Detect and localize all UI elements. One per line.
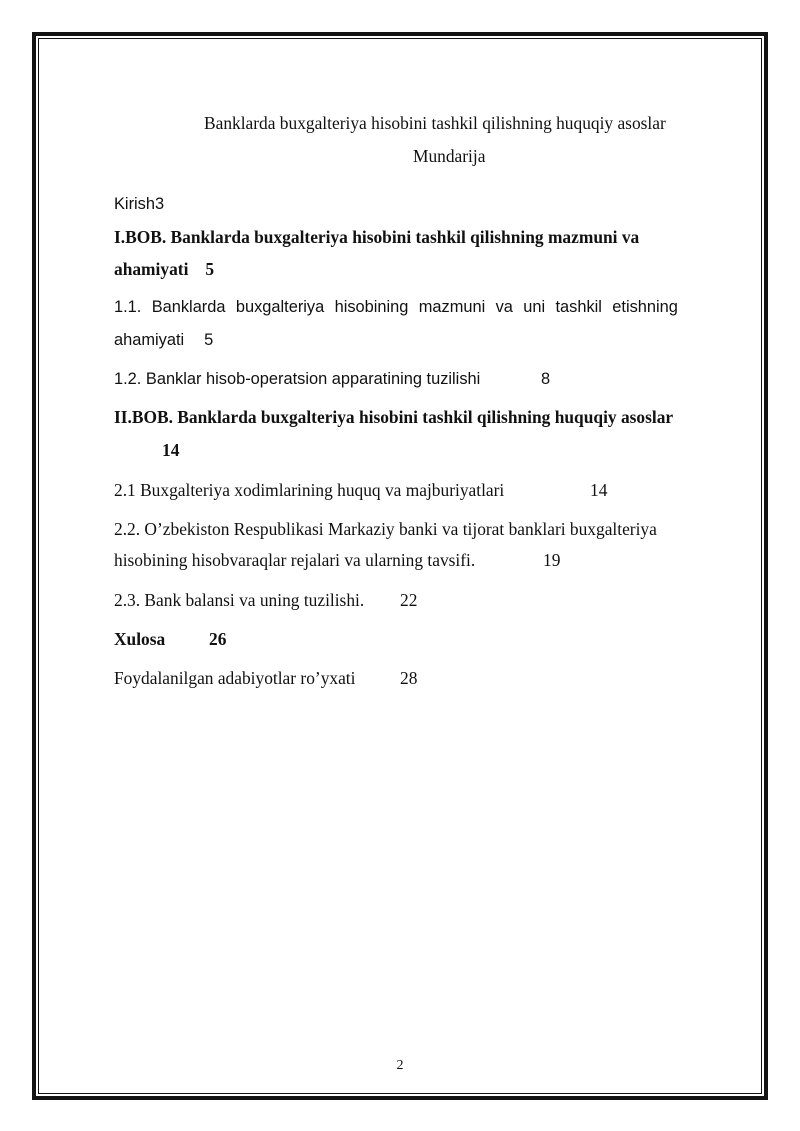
toc-entry-page: 26: [209, 629, 227, 649]
toc-entry-chapter-1-line1: I.BOB. Banklarda buxgalteriya hisobini tashkil qilishning mazmuni va: [114, 227, 640, 247]
toc-entry-page: 8: [541, 370, 551, 388]
toc-entry-kirish: [114, 193, 164, 215]
toc-entry-chapter-1-line2: [114, 258, 214, 280]
toc-entry-2-3: 2.3. Bank balansi va uning tuzilishi.: [114, 590, 365, 610]
toc-heading: Mundarija: [413, 146, 486, 166]
toc-word: mazmuni: [418, 298, 486, 316]
toc-entry-label: ahamiyati: [114, 259, 189, 279]
toc-entry-2-1: 2.1 Buxgalteriya xodimlarining huquq va majburiyatlari: [114, 480, 505, 500]
toc-entry-page: 19: [543, 550, 561, 570]
toc-entry-references: Foydalanilgan adabiyotlar ro’yxati: [114, 668, 356, 688]
toc-entry-label: ahamiyati: [114, 331, 185, 349]
toc-entry-page: 28: [400, 668, 418, 688]
toc-word: 1.1.: [114, 298, 142, 316]
toc-entry-page: 3: [155, 195, 165, 213]
toc-entry-chapter-2: II.BOB. Banklarda buxgalteriya hisobini tashkil qilishning huquqiy asoslar: [114, 407, 674, 427]
toc-entry-page: 5: [204, 331, 214, 349]
toc-word: tashkil: [555, 298, 602, 316]
toc-word: hisobining: [334, 298, 409, 316]
toc-word: etishning: [612, 298, 678, 316]
toc-entry-page: 14: [162, 440, 180, 460]
toc-entry-2-2-line1: 2.2. O’zbekiston Respublikasi Markaziy banki va tijorat banklari buxgalteriya: [114, 519, 657, 539]
page-number: 2: [396, 1058, 404, 1073]
toc-entry-label: Kirish: [114, 195, 155, 213]
toc-entry-page: 22: [400, 590, 418, 610]
document-title: Banklarda buxgalteriya hisobini tashkil qilishning huquqiy asoslar: [204, 113, 666, 133]
toc-word: va: [495, 298, 513, 316]
toc-entry-page: 5: [205, 259, 215, 279]
toc-entry-2-2-line2: hisobining hisobvaraqlar rejalari va ularning tavsifi.: [114, 550, 476, 570]
toc-entry-1-1-line1: [114, 296, 678, 318]
toc-word: Banklarda: [151, 298, 226, 316]
toc-word: uni: [523, 298, 546, 316]
toc-entry-1-2: 1.2. Banklar hisob-operatsion apparatining tuzilishi: [114, 370, 481, 388]
toc-entry-1-1-line2: [114, 329, 213, 351]
toc-entry-page: 14: [590, 480, 608, 500]
toc-entry-xulosa: Xulosa: [114, 629, 166, 649]
toc-word: buxgalteriya: [235, 298, 325, 316]
